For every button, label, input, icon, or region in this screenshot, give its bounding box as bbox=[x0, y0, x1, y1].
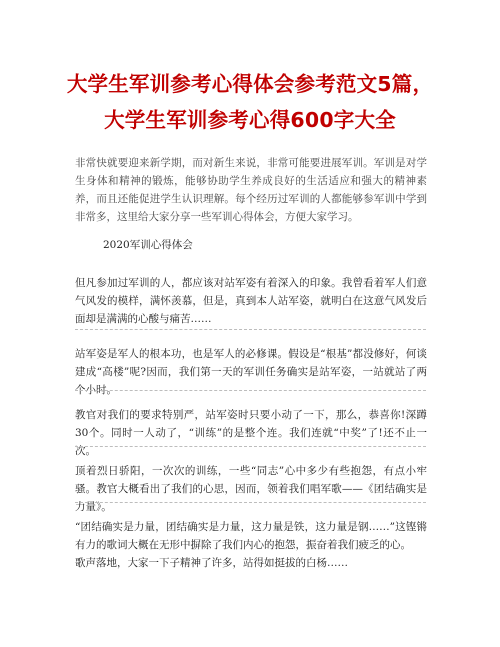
body-paragraph-3: 教官对我们的要求特别严，站军姿时只要小动了一下，那么，恭喜你!深蹲30个。同时一人动了，“训练”的是整个连。我们连就“中奖”了!还不止一次。 bbox=[75, 409, 427, 457]
paragraph-divider bbox=[75, 446, 426, 447]
body-paragraph-4: 顶着烈日骄阳，一次次的训练，一些“同志”心中多少有些抱怨，有点小牢骚。教官大概看出了我们的心思，因而，领着我们唱军歌——《团结确实是力量》。 bbox=[75, 465, 427, 513]
body-paragraph-1: 但凡参加过军训的人，都应该对站军姿有着深入的印象。我曾看着军人们意气风发的模样，满怀羡慕，但是，真到本人站军姿，就明白在这意气风发后面却是满满的心酸与痛苦…… bbox=[75, 277, 427, 325]
document-title: 大学生军训参考心得体会参考范文5篇，大学生军训参考心得600字大全 bbox=[66, 72, 434, 132]
paragraph-divider bbox=[75, 390, 426, 391]
intro-paragraph: 非常快就要迎来新学期，而对新生来说，非常可能要进展军训。军训是对学生身体和精神的锻炼，能够协助学生养成良好的生活适应和强大的精神素养，而且还能促进学生认识理解。每个经历过军训的人都能够参军训中学到非常多，这里给大家分享一些军训心得体会，方便大家学习。 bbox=[75, 157, 427, 223]
body-paragraph-6: 歌声落地，大家一下子精神了许多，站得如挺拔的白杨…… bbox=[75, 557, 348, 569]
paragraph-divider bbox=[75, 502, 426, 503]
body-paragraph-2: 站军姿是军人的根本功，也是军人的必修课。假设是“根基”都没修好，何谈建成“高楼”呢?因而，我们第一天的军训任务确实是站军姿，一站就站了两个小时。 bbox=[75, 348, 427, 396]
section-subtitle: 2020军训心得体会 bbox=[103, 239, 193, 251]
paragraph-divider bbox=[75, 329, 426, 330]
body-paragraph-5: “团结确实是力量，团结确实是力量，这力量是铁，这力量是钢……”这铿锵有力的歌词大概在无形中摒除了我们内心的抱怨，振奋着我们疲乏的心。 bbox=[75, 521, 427, 551]
